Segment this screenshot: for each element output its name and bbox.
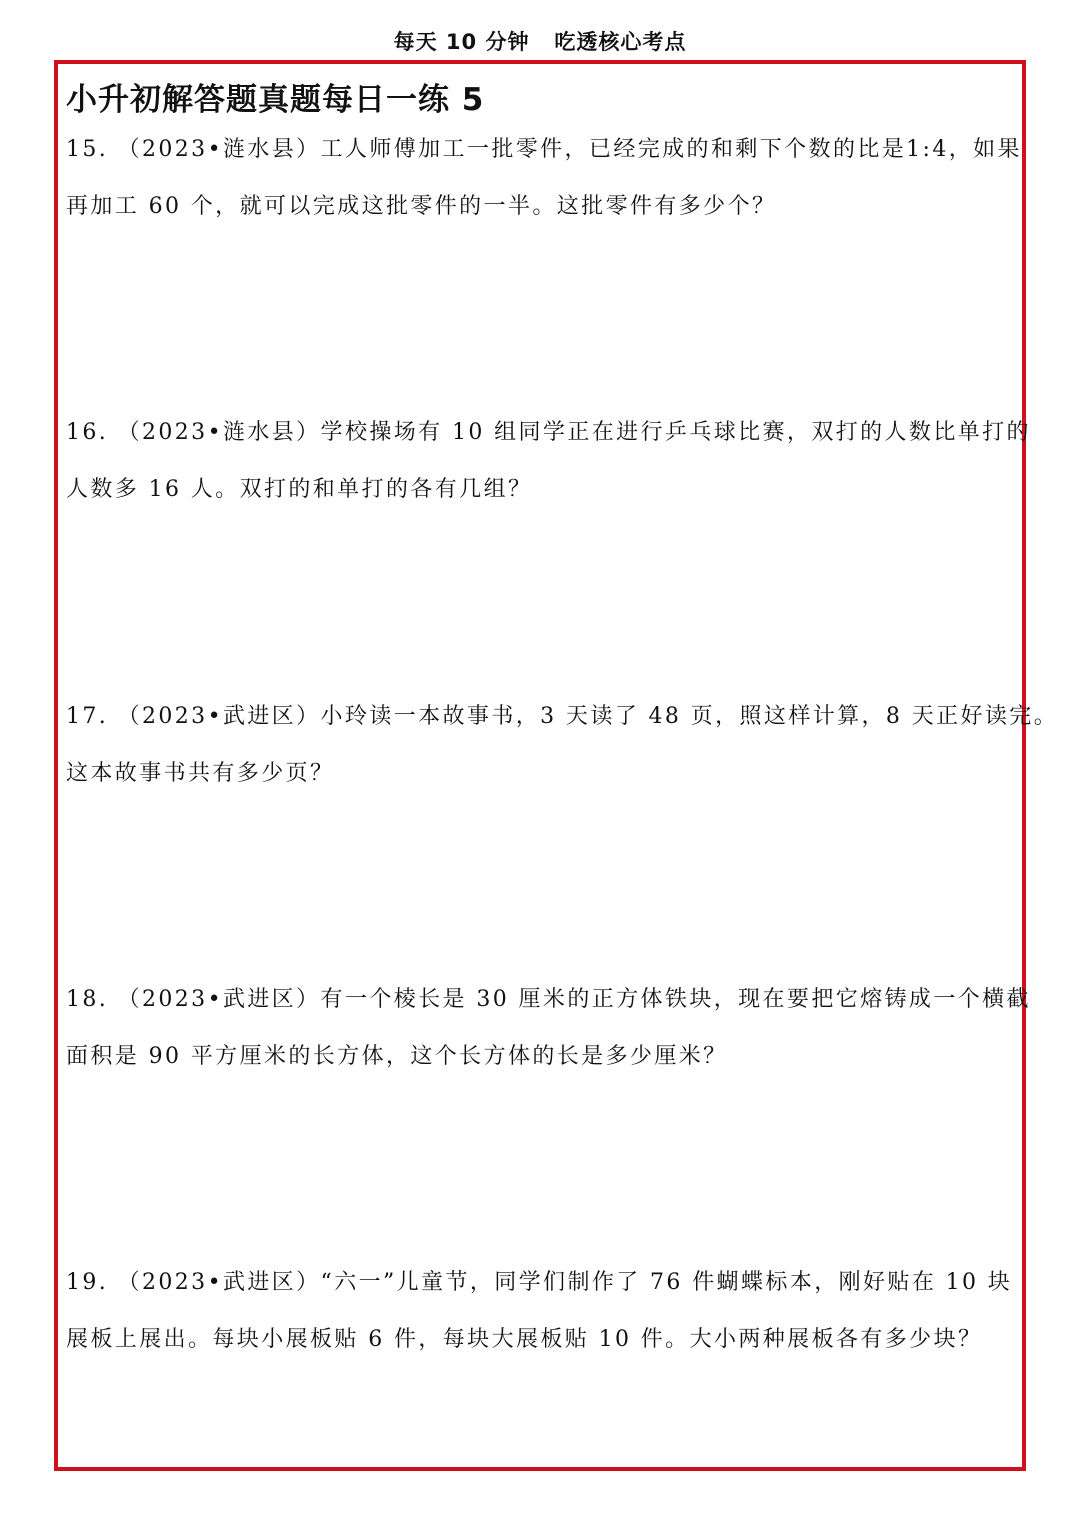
question-15-line-2: 再加工 60 个，就可以完成这批零件的一半。这批零件有多少个？ [66,194,777,219]
question-19-line-2: 展板上展出。每块小展板贴 6 件，每块大展板贴 10 件。大小两种展板各有多少块？ [66,1327,983,1352]
question-17-line-1: 17. （2023•武进区）小玲读一本故事书，3 天读了 48 页，照这样计算，8 天正好读完。 [66,704,1059,729]
question-16 [66,404,1031,518]
question-15 [66,121,1022,235]
question-18-line-1: 18. （2023•武进区）有一个棱长是 30 厘米的正方体铁块，现在要把它熔铸成一个横截 [66,987,1031,1012]
question-15-line-1: 15. （2023•涟水县）工人师傅加工一批零件，已经完成的和剩下个数的比是1:4，如果 [66,137,1022,162]
question-17-line-2: 这本故事书共有多少页？ [66,761,335,786]
question-19-line-1: 19. （2023•武进区）“六一”儿童节，同学们制作了 76 件蝴蝶标本，刚好贴在 10 块 [66,1270,1013,1295]
question-18-line-2: 面积是 90 平方厘米的长方体，这个长方体的长是多少厘米？ [66,1044,728,1069]
question-19 [66,1254,1016,1368]
worksheet-title: 小升初解答题真题每日一练 5 [66,82,485,118]
question-17 [66,688,1059,802]
question-16-line-2: 人数多 16 人。双打的和单打的各有几组？ [66,477,533,502]
question-18 [66,971,1031,1085]
page-header: 每天 10 分钟 吃透核心考点 [393,30,687,54]
question-16-line-1: 16. （2023•涟水县）学校操场有 10 组同学正在进行乒乓球比赛，双打的人数比单打的 [66,420,1031,445]
